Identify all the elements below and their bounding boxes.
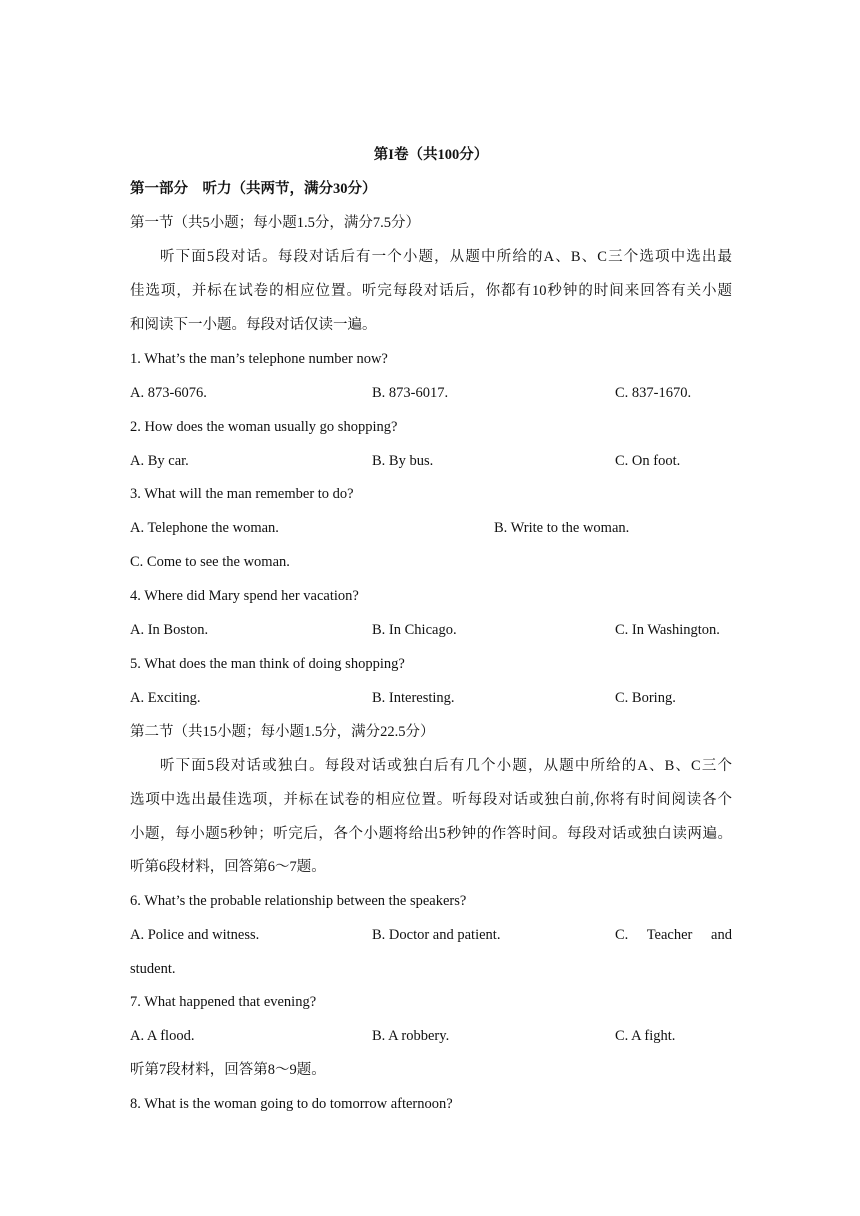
material-7-note: 听第7段材料，回答第8～9题。 [130, 1062, 326, 1078]
question-7-stem: 7. What happened that evening? [130, 994, 317, 1010]
section2-instruction-line: 听下面5段对话或独白。每段对话或独白后有几个小题，从题中所给的A、B、C三个 [160, 758, 732, 774]
paper-title: 第I卷（共100分） [373, 147, 489, 163]
question-3-option-b: B. Write to the woman. [494, 520, 630, 536]
section1-instruction-line: 佳选项，并标在试卷的相应位置。听完每段对话后，你都有10秒钟的时间来回答有关小题 [130, 283, 732, 299]
section2-heading: 第二节（共15小题；每小题1.5分，满分22.5分） [130, 724, 435, 740]
section1-heading: 第一节（共5小题；每小题1.5分，满分7.5分） [130, 215, 420, 231]
section1-instruction-line: 和阅读下一小题。每段对话仅读一遍。 [130, 317, 377, 333]
part1-heading: 第一部分 听力（共两节，满分30分） [130, 181, 377, 197]
question-3-option-c: C. Come to see the woman. [130, 554, 290, 570]
question-7-option-a: A. A flood. [130, 1028, 195, 1044]
question-5-option-b: B. Interesting. [372, 690, 455, 706]
question-8-stem: 8. What is the woman going to do tomorrow afternoon? [130, 1096, 453, 1112]
section1-instruction-line: 听下面5段对话。每段对话后有一个小题，从题中所给的A、B、C三个选项中选出最 [160, 249, 732, 265]
question-5-stem: 5. What does the man think of doing shopping? [130, 656, 405, 672]
question-6-option-c-continued: student. [130, 961, 176, 977]
question-1-option-a: A. 873-6076. [130, 385, 207, 401]
question-2-option-c: C. On foot. [615, 453, 681, 469]
question-6-option-b: B. Doctor and patient. [372, 927, 501, 943]
section2-instruction-line: 小题，每小题5秒钟；听完后，各个小题将给出5秒钟的作答时间。每段对话或独白读两遍。 [130, 826, 732, 842]
question-4-option-a: A. In Boston. [130, 622, 209, 638]
question-4-option-b: B. In Chicago. [372, 622, 457, 638]
question-2-option-a: A. By car. [130, 453, 189, 469]
question-7-option-b: B. A robbery. [372, 1028, 450, 1044]
section2-instruction-line: 选项中选出最佳选项，并标在试卷的相应位置。听每段对话或独白前,你将有时间阅读各个 [130, 792, 732, 808]
question-3-option-a: A. Telephone the woman. [130, 520, 279, 536]
question-6-option-c: C. Teacher and [615, 927, 732, 943]
question-1-stem: 1. What’s the man’s telephone number now? [130, 351, 388, 367]
material-6-note: 听第6段材料，回答第6～7题。 [130, 859, 326, 875]
question-3-stem: 3. What will the man remember to do? [130, 486, 354, 502]
question-5-option-a: A. Exciting. [130, 690, 201, 706]
question-6-stem: 6. What’s the probable relationship between the speakers? [130, 893, 467, 909]
question-2-stem: 2. How does the woman usually go shopping? [130, 419, 398, 435]
question-1-option-b: B. 873-6017. [372, 385, 449, 401]
question-4-option-c: C. In Washington. [615, 622, 720, 638]
question-6-option-a: A. Police and witness. [130, 927, 260, 943]
question-7-option-c: C. A fight. [615, 1028, 676, 1044]
question-1-option-c: C. 837-1670. [615, 385, 692, 401]
question-2-option-b: B. By bus. [372, 453, 434, 469]
question-4-stem: 4. Where did Mary spend her vacation? [130, 588, 359, 604]
question-5-option-c: C. Boring. [615, 690, 676, 706]
